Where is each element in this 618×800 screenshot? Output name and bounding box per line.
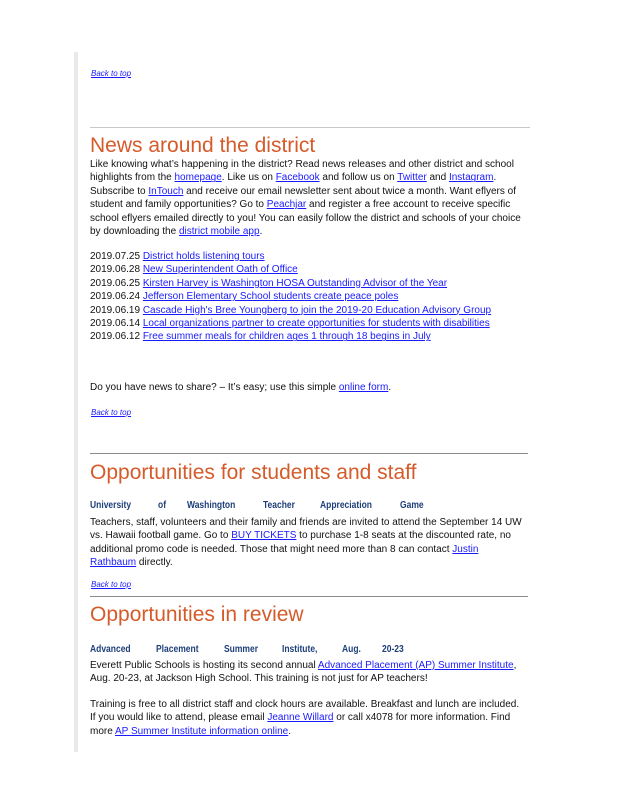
- ap-training-paragraph: Training is free to all district staff and clock hours are available. Breakfast and lunch are included. If you would like to attend, please email Jeanne Willard or call x4078 for more information. Find more AP Summer Institute information online.: [90, 699, 520, 737]
- subheading-word: Washington: [186, 500, 235, 511]
- uw-game-subheading: [90, 500, 428, 511]
- back-to-top-link[interactable]: Back to top: [91, 69, 132, 78]
- news-date: 2019.06.12: [90, 331, 143, 343]
- facebook-link[interactable]: Facebook: [275, 172, 320, 184]
- left-margin-bar: [74, 52, 78, 752]
- homepage-link[interactable]: homepage: [174, 172, 222, 184]
- twitter-link[interactable]: Twitter: [397, 172, 427, 184]
- subheading-word: 20-23: [382, 644, 405, 655]
- jeanne-willard-link[interactable]: Jeanne Willard: [267, 712, 334, 724]
- subheading-word: Teacher: [262, 500, 295, 511]
- subheading-word: Summer: [224, 644, 259, 655]
- ap-summer-institute-information-online-link[interactable]: AP Summer Institute information online: [115, 725, 289, 737]
- subheading-word: Game: [400, 500, 424, 511]
- subheading-word: Advanced: [90, 644, 131, 655]
- intouch-link[interactable]: InTouch: [148, 185, 184, 197]
- district-mobile-app-link[interactable]: district mobile app: [178, 226, 260, 238]
- news-headline-link[interactable]: Free summer meals for children ages 1 through 18 begins in July: [142, 331, 431, 343]
- peachjar-link[interactable]: Peachjar: [266, 199, 307, 211]
- news-date: 2019.06.25: [90, 277, 143, 289]
- news-list-item: [90, 263, 526, 276]
- section-divider: [90, 453, 528, 454]
- online-form-link[interactable]: online form: [338, 382, 389, 393]
- news-list-item: [90, 277, 526, 290]
- news-list: [90, 250, 526, 344]
- news-intro-paragraph: Like knowing what’s happening in the district? Read news releases and other district and school highlights from the homepage. Like us on Facebook and follow us on Twitter and Instagram. Subscribe to InTouch and receive our email newsletter sent about twice a month. Want eflyers of student and family opportunities? Go to Peachjar and register a free account to receive specific school eflyers emailed directly to you! You can easily follow the district and schools of your choice by downloading the district mobile app.: [90, 159, 521, 238]
- news-headline-link[interactable]: Cascade High's Bree Youngberg to join the 2019-20 Education Advisory Group: [142, 304, 492, 316]
- news-date: 2019.06.14: [90, 318, 143, 330]
- subheading-word: Institute,: [282, 644, 318, 655]
- news-date: 2019.06.28: [90, 264, 143, 276]
- news-list-item: [90, 330, 526, 343]
- news-headline-link[interactable]: Local organizations partner to create opportunities for students with disabilities: [142, 318, 490, 330]
- share-news-paragraph: Do you have news to share? – It’s easy; use this simple online form.: [90, 382, 392, 393]
- justin-rathbaum-link[interactable]: Justin Rathbaum: [90, 543, 479, 569]
- back-to-top-link[interactable]: Back to top: [91, 408, 132, 417]
- subheading-word: Aug.: [342, 644, 361, 655]
- news-list-item: [90, 317, 526, 330]
- section-divider: [90, 596, 528, 597]
- news-headline-link[interactable]: Kirsten Harvey is Washington HOSA Outstanding Advisor of the Year: [142, 277, 448, 289]
- ap-institute-subheading: [90, 644, 408, 655]
- news-section-title: News around the district: [90, 134, 316, 157]
- news-headline-link[interactable]: Jefferson Elementary School students create peace poles: [142, 291, 399, 303]
- subheading-word: University: [90, 500, 132, 511]
- news-list-item: [90, 304, 526, 317]
- section-divider: [90, 127, 530, 128]
- opportunities-section-title: Opportunities for students and staff: [90, 461, 417, 484]
- subheading-word: Placement: [155, 644, 199, 655]
- news-date: 2019.07.25: [90, 251, 143, 262]
- uw-game-paragraph: Teachers, staff, volunteers and their family and friends are invited to attend the September 14 UW vs. Hawaii football game. Go to BUY TICKETS to purchase 1-8 seats at the discounted rate, no additional promo code is needed. Those that might need more than 8 can contact Justin Rathbaum directly.: [90, 517, 522, 569]
- news-list-item: [90, 250, 526, 263]
- instagram-link[interactable]: Instagram: [448, 172, 494, 184]
- news-headline-link[interactable]: District holds listening tours: [142, 251, 265, 262]
- news-headline-link[interactable]: New Superintendent Oath of Office: [142, 264, 298, 276]
- subheading-word: of: [157, 500, 166, 511]
- subheading-word: Appreciation: [319, 500, 372, 511]
- news-date: 2019.06.19: [90, 304, 143, 316]
- news-list-item: [90, 290, 526, 303]
- advanced-placement-ap-summer-institute-link[interactable]: Advanced Placement (AP) Summer Institute: [317, 660, 514, 671]
- back-to-top-link[interactable]: Back to top: [91, 580, 132, 589]
- buy-tickets-link[interactable]: BUY TICKETS: [231, 530, 297, 542]
- news-date: 2019.06.24: [90, 291, 143, 303]
- ap-institute-paragraph: Everett Public Schools is hosting its second annual Advanced Placement (AP) Summer Institute, Aug. 20-23, at Jackson High School. This training is not just for AP teachers!: [90, 660, 517, 685]
- review-section-title: Opportunities in review: [90, 603, 304, 626]
